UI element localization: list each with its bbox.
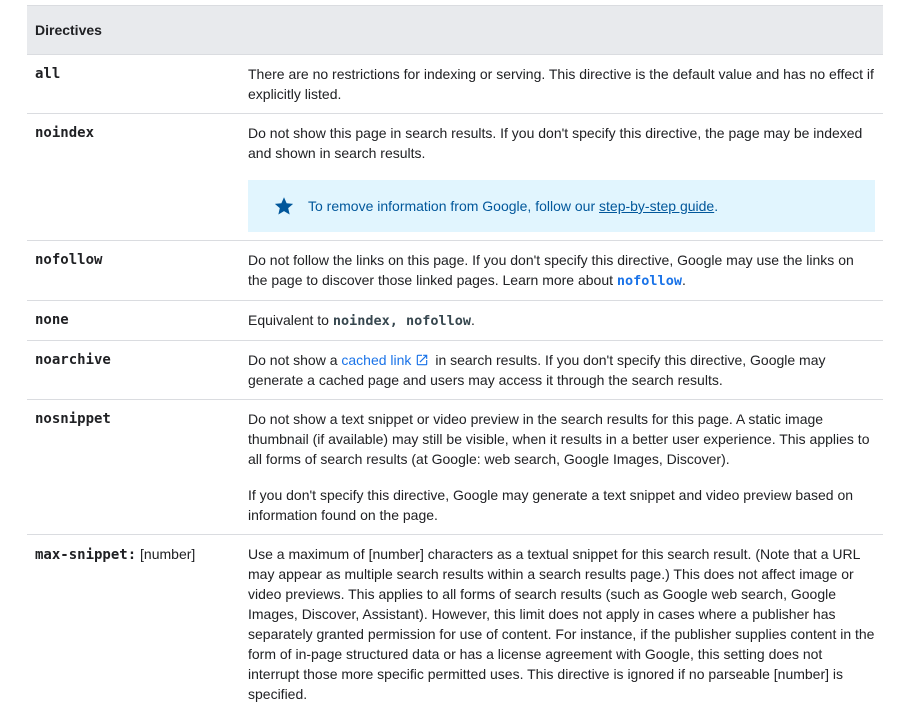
nofollow-learn-more-link[interactable]: nofollow — [617, 273, 682, 289]
directive-desc-all-text: There are no restrictions for indexing or serving. This directive is the default value and has no effect if explicitly listed. — [248, 64, 875, 104]
directive-desc-all — [240, 55, 883, 114]
max-snippet-param: [number] — [136, 546, 195, 562]
callout-text-prefix: To remove information from Google, follow our — [308, 198, 599, 214]
table-header-directives: Directives — [27, 6, 883, 55]
directive-desc-nosnippet — [240, 400, 883, 535]
none-equivalent-code: noindex, nofollow — [333, 313, 471, 329]
callout-text-suffix: . — [714, 198, 718, 214]
directive-desc-noindex — [240, 114, 883, 241]
directive-desc-nofollow-text — [248, 250, 875, 291]
directive-name-nofollow: nofollow — [27, 241, 240, 301]
max-snippet-desc-text: Use a maximum of [number] characters as a textual snippet for this search result. (Note that a URL may appear as multiple search results within a search results page.) This does not affect image or video previews. This applies to all forms of search results (such as Google web search, Google Images, Discover, Assistant). However, this limit does not apply in cases where a publisher has separately granted permission for use of content. For instance, if the publisher supplies content in the form of in-page structured data or has a license agreement with Google, this setting does not interrupt those more specific permitted uses. This directive is ignored if no parseable [number] is specified. — [248, 544, 875, 704]
directive-name-noarchive: noarchive — [27, 341, 240, 400]
table-row-noindex — [27, 114, 883, 241]
star-icon — [273, 195, 295, 217]
nofollow-desc-suffix: . — [682, 272, 686, 288]
step-by-step-guide-link[interactable]: step-by-step guide — [599, 198, 714, 214]
none-desc-suffix: . — [471, 312, 475, 328]
directive-name-noindex: noindex — [27, 114, 240, 241]
nosnippet-para-2: If you don't specify this directive, Google may generate a text snippet and video preview based on information found on the page. — [248, 485, 875, 525]
directive-desc-nofollow — [240, 241, 883, 301]
directive-desc-noindex-text: Do not show this page in search results. If you don't specify this directive, the page may be indexed and shown in search results. — [248, 123, 875, 163]
cached-link[interactable] — [341, 352, 431, 368]
table-row-nosnippet — [27, 400, 883, 535]
table-row-nofollow — [27, 241, 883, 301]
directive-desc-none-text — [248, 310, 875, 331]
directive-desc-noarchive — [240, 341, 883, 400]
removal-info-callout — [248, 180, 875, 232]
directive-name-none: none — [27, 301, 240, 341]
directive-desc-noarchive-text — [248, 350, 875, 390]
table-row-max-snippet — [27, 535, 883, 713]
directive-name-nosnippet: nosnippet — [27, 400, 240, 535]
directive-desc-none — [240, 301, 883, 341]
noarchive-desc-after: in search results. If you don't specify this directive, Google may generate a cached page and users may access it through the search results. — [248, 352, 826, 388]
directive-desc-max-snippet — [240, 535, 883, 713]
table-row-none — [27, 301, 883, 341]
directive-name-all: all — [27, 55, 240, 114]
nofollow-desc-text: Do not follow the links on this page. If you don't specify this directive, Google may use the links on the page to discover those linked pages. Learn more about — [248, 252, 854, 288]
max-snippet-name: max-snippet: — [35, 547, 136, 563]
directives-table — [27, 5, 883, 713]
none-desc-text: Equivalent to — [248, 312, 333, 328]
directives-table-container — [27, 5, 883, 713]
external-link-icon — [415, 353, 429, 367]
directive-name-max-snippet — [27, 535, 240, 713]
table-header-row — [27, 6, 883, 55]
table-row-noarchive — [27, 341, 883, 400]
nosnippet-para-1: Do not show a text snippet or video preview in the search results for this page. A static image thumbnail (if available) may still be visible, when it results in a better user experience. This applies to all forms of search results (at Google: web search, Google Images, Discover). — [248, 409, 875, 469]
callout-text — [308, 196, 718, 216]
cached-link-label: cached link — [341, 352, 411, 368]
noarchive-desc-before: Do not show a — [248, 352, 341, 368]
table-row-all — [27, 55, 883, 114]
